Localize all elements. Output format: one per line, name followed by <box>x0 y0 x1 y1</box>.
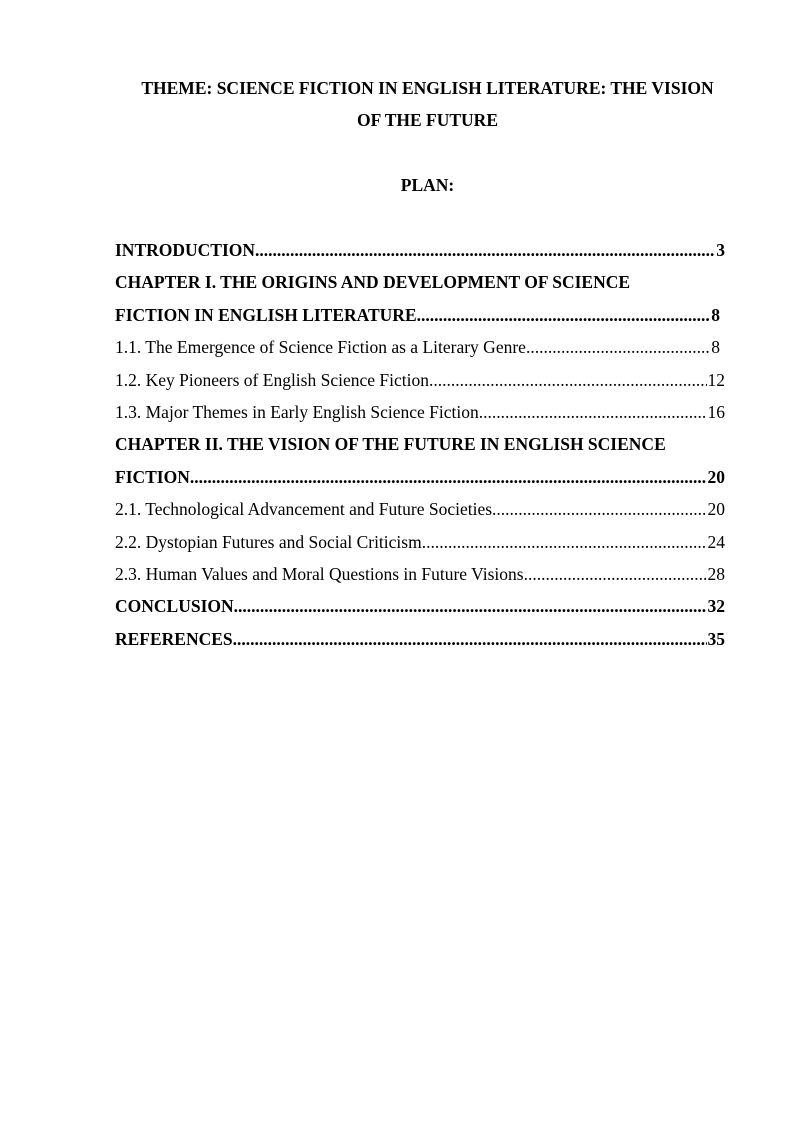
toc-entry-section-2-1 <box>115 493 725 525</box>
toc-entry-title: CHAPTER II. THE VISION OF THE FUTURE IN ENGLISH SCIENCE <box>115 434 666 455</box>
toc-dot-leader <box>417 299 711 331</box>
document-title <box>110 72 745 136</box>
toc-dot-leader <box>492 493 706 525</box>
toc-dot-leader <box>429 364 707 396</box>
toc-dot-leader <box>422 526 707 558</box>
table-of-contents <box>115 234 725 655</box>
toc-entry-conclusion <box>115 590 725 622</box>
toc-entry-title-continued: FICTION IN ENGLISH LITERATURE <box>115 304 417 325</box>
title-line-1: THEME: SCIENCE FICTION IN ENGLISH LITERATURE: THE VISION <box>141 78 714 98</box>
toc-page-number: 20 <box>707 466 725 487</box>
toc-page-number: 32 <box>707 596 725 617</box>
toc-page-number: 8 <box>711 337 720 358</box>
toc-entry-title: CHAPTER I. THE ORIGINS AND DEVELOPMENT OF SCIENCE <box>115 272 631 293</box>
toc-entry-introduction <box>115 234 725 266</box>
toc-entry-title: 1.2. Key Pioneers of English Science Fiction <box>115 369 429 390</box>
toc-entry-chapter-2 <box>115 428 725 493</box>
toc-entry-section-2-2 <box>115 526 725 558</box>
plan-heading: PLAN: <box>400 175 455 195</box>
toc-entry-section-2-3 <box>115 558 725 590</box>
toc-entry-chapter-1 <box>115 266 725 331</box>
toc-page-number: 20 <box>707 499 725 520</box>
title-line-2: OF THE FUTURE <box>357 110 498 130</box>
toc-dot-leader <box>526 331 710 363</box>
toc-entry-title: REFERENCES <box>115 628 233 649</box>
toc-dot-leader <box>255 234 715 266</box>
toc-page-number: 12 <box>707 369 725 390</box>
toc-page-number: 28 <box>707 563 725 584</box>
toc-page-number: 24 <box>707 531 725 552</box>
toc-page-number: 3 <box>716 240 725 260</box>
toc-entry-title: 1.3. Major Themes in Early English Science Fiction <box>115 401 479 422</box>
toc-entry-section-1-1 <box>115 331 725 363</box>
toc-dot-leader <box>233 623 707 655</box>
toc-entry-title-continued: FICTION <box>115 466 190 487</box>
toc-entry-references <box>115 623 725 655</box>
toc-entry-section-1-3 <box>115 396 725 428</box>
toc-dot-leader <box>234 590 707 622</box>
toc-dot-leader <box>524 558 707 590</box>
toc-page-number: 16 <box>707 401 725 422</box>
toc-entry-section-1-2 <box>115 364 725 396</box>
toc-entry-title: 2.3. Human Values and Moral Questions in Future Visions <box>115 563 524 584</box>
toc-entry-title: 2.1. Technological Advancement and Future Societies <box>115 499 493 520</box>
toc-entry-title: 2.2. Dystopian Futures and Social Criticism <box>115 531 422 552</box>
toc-page-number: 35 <box>707 628 725 649</box>
toc-entry-title: 1.1. The Emergence of Science Fiction as a Literary Genre <box>115 337 526 358</box>
toc-entry-title: INTRODUCTION <box>115 240 256 260</box>
toc-entry-title: CONCLUSION <box>115 596 234 617</box>
toc-page-number: 8 <box>711 304 720 325</box>
toc-dot-leader <box>479 396 707 428</box>
toc-dot-leader <box>190 461 707 493</box>
